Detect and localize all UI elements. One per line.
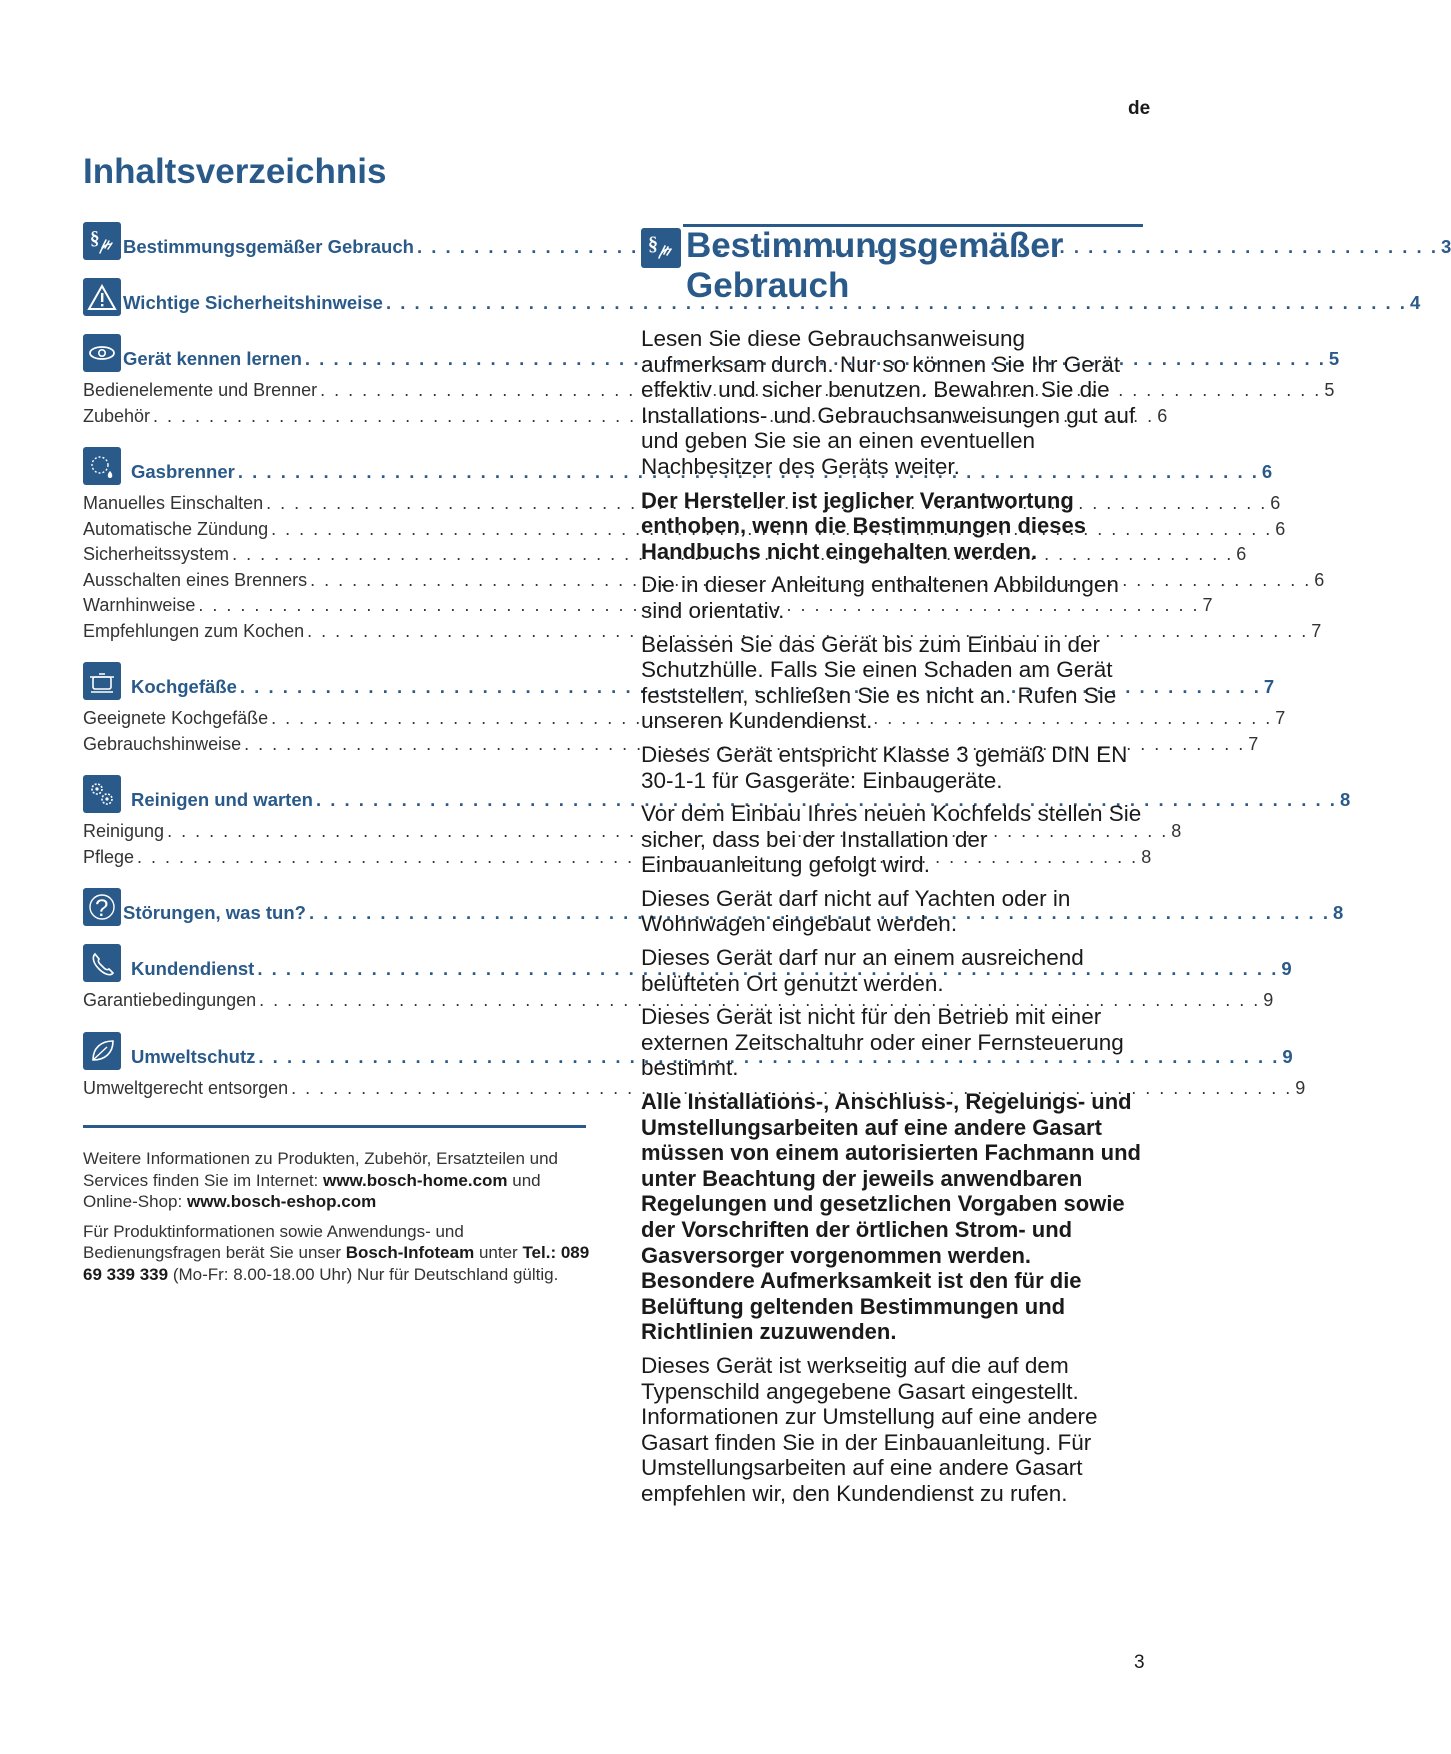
- toc-subentry[interactable]: [83, 1076, 1306, 1102]
- question-icon: [83, 888, 121, 926]
- body-paragraph: Vor dem Einbau Ihres neuen Kochfelds stellen Sie sicher, dass bei der Installation der Einbauanleitung gefolgt wird.: [641, 801, 1142, 878]
- toc-subentry-page: 6: [1314, 569, 1325, 590]
- body-paragraph: Die in dieser Anleitung enthaltenen Abbildungen sind orientativ.: [641, 572, 1119, 623]
- svg-text:§: §: [648, 233, 658, 255]
- toc-heading-text: Wichtige Sicherheitshinweise: [123, 292, 383, 313]
- toc-heading-text: Störungen, was tun?: [123, 902, 306, 923]
- toc-subentry[interactable]: [83, 732, 1259, 758]
- toc-subentry[interactable]: [83, 404, 1168, 430]
- toc-subentry-text: Reinigung: [83, 821, 165, 841]
- info-paragraph-web: [83, 1148, 593, 1213]
- toc-subentry-page: 7: [1275, 708, 1286, 728]
- toc-subentry-page: 9: [1263, 990, 1274, 1010]
- body-paragraph-bold: Alle Installations-, Anschluss-, Regelungs- und Umstellungsarbeiten auf eine andere Gasart müssen von einem autorisierten Fachmann und unter Beachtung der jeweils anwendbaren Regelungen und gesetzlichen Vorgaben sowie der Vorschriften der örtlichen Strom- und Gasversorger vorgenommen werden. Besondere Aufmerksamkeit ist den für die Belüftung geltenden Bestimmungen und Richtlinien zuzuwenden.: [641, 1089, 1141, 1345]
- info-divider: [83, 1125, 586, 1128]
- toc-subentry-page: 7: [1248, 733, 1259, 754]
- toc-subentry[interactable]: [83, 542, 1247, 568]
- toc-subentry[interactable]: [83, 378, 1335, 404]
- toc-subentry[interactable]: [83, 706, 1286, 732]
- body-paragraph-bold: Der Hersteller ist jeglicher Verantwortung enthoben, wenn die Bestimmungen dieses Handbuchs nicht eingehalten werden.: [641, 487, 1086, 564]
- info-hours-text: (Mo-Fr: 8.00-18.00 Uhr) Nur für Deutschland gültig.: [172, 1264, 559, 1284]
- toc-heading-page: 5: [1328, 348, 1340, 369]
- info-block: [83, 1148, 593, 1293]
- info-shop-text: und Online-Shop:: [83, 1170, 541, 1211]
- svg-text:§: §: [90, 228, 100, 249]
- body-paragraph: Dieses Gerät darf nicht auf Yachten oder in Wohnwagen eingebaut werden.: [641, 885, 1071, 937]
- phone-icon: [83, 944, 121, 982]
- toc-heading-page: 4: [1409, 292, 1421, 313]
- toc-subentry-page: 6: [1270, 493, 1281, 513]
- toc-subentries: [83, 988, 1274, 1014]
- toc-subentry[interactable]: [83, 568, 1325, 594]
- body-paragraph: Dieses Gerät ist nicht für den Betrieb mit einer externen Zeitschaltuhr oder einer Fernsteuerung bestimmt.: [641, 1004, 1124, 1081]
- toc-subentry-text: Gebrauchshinweise: [83, 733, 242, 754]
- cleaning-gears-icon: [83, 775, 121, 813]
- toc-heading-text: Kundendienst: [131, 958, 255, 979]
- leaf-icon: [83, 1032, 121, 1070]
- toc-subentry-text: Zubehör: [83, 405, 151, 426]
- toc-subentry-page: 6: [1275, 518, 1286, 539]
- paragraph-hand-icon: [641, 228, 681, 268]
- body-paragraph: Dieses Gerät entspricht Klasse 3 gemäß DIN EN 30-1-1 für Gasgeräte: Einbaugeräte.: [641, 741, 1128, 793]
- toc-subentry-page: 6: [1236, 544, 1247, 564]
- toc-title: Inhaltsverzeichnis: [83, 152, 387, 191]
- toc-heading-page: 9: [1282, 1045, 1293, 1067]
- svg-text:?: ?: [95, 895, 109, 922]
- toc-subentry-text: Sicherheitssystem: [83, 544, 230, 564]
- toc-subentry[interactable]: [83, 988, 1274, 1014]
- bosch-home-link[interactable]: www.bosch-home.com: [323, 1170, 508, 1190]
- info-hotline-text: Für Produktinformationen sowie Anwendungs- und Bedienungsfragen berät Sie unser: [83, 1221, 464, 1262]
- language-code: de: [1128, 98, 1151, 119]
- section-title-line1: Bestimmungsgemäßer: [686, 226, 1064, 265]
- toc-subentry[interactable]: [83, 517, 1286, 543]
- bosch-eshop-link[interactable]: www.bosch-eshop.com: [186, 1192, 377, 1211]
- toc-heading-page: 6: [1261, 461, 1273, 482]
- page-number: 3: [1134, 1652, 1145, 1673]
- toc-subentry-page: 9: [1295, 1077, 1306, 1098]
- toc-heading[interactable]: [83, 658, 1275, 700]
- body-paragraph: Belassen Sie das Gerät bis zum Einbau in der Schutzhülle. Falls Sie einen Schaden am Gerät feststellen, schließen Sie es nicht an. Rufen Sie unseren Kundendienst.: [641, 631, 1117, 734]
- toc-heading-page: 7: [1263, 676, 1275, 697]
- section-title: [686, 226, 1063, 306]
- toc-section: [83, 218, 1451, 260]
- toc-subentry[interactable]: [83, 845, 1152, 871]
- toc-heading-text: Reinigen und warten: [131, 789, 313, 810]
- toc-heading-text: Bestimmungsgemäßer Gebrauch: [123, 236, 414, 257]
- hotline-phone: Tel.: 089 69 339 339: [83, 1243, 590, 1284]
- toc-heading-page: 8: [1339, 789, 1351, 810]
- toc-heading-text: Gerät kennen lernen: [123, 348, 302, 369]
- info-web-text: Weitere Informationen zu Produkten, Zubehör, Ersatzteilen und Services finden Sie im Internet:: [83, 1149, 559, 1190]
- toc-subentry-text: Automatische Zündung: [83, 518, 269, 539]
- toc-heading[interactable]: [83, 443, 1273, 485]
- toc-heading-page: 8: [1332, 902, 1344, 923]
- toc-heading[interactable]: [83, 218, 1451, 260]
- toc-heading[interactable]: [83, 771, 1351, 813]
- toc-subentries: [83, 706, 1286, 757]
- warning-icon: [83, 278, 121, 316]
- toc-heading-page: 3: [1440, 236, 1451, 257]
- section-body: [641, 326, 1146, 1515]
- toc-subentry-text: Garantiebedingungen: [83, 990, 257, 1010]
- body-paragraph: Dieses Gerät ist werkseitig auf die auf dem Typenschild angegebene Gasart eingestellt. Informationen zur Umstellung auf eine andere Gasart finden Sie in der Einbauanleitung. Für Umstellungsarbeiten auf eine andere Gasart empfehlen wir, den Kundendienst zu rufen.: [641, 1352, 1098, 1506]
- toc-subentries: [83, 378, 1335, 429]
- toc-subentry-text: Pflege: [83, 846, 135, 867]
- toc-subentries: [83, 1076, 1306, 1102]
- toc-heading-page: 9: [1281, 958, 1292, 979]
- toc-heading[interactable]: [83, 330, 1340, 372]
- eye-icon: [83, 334, 121, 372]
- toc-heading-text: Gasbrenner: [131, 461, 235, 482]
- toc-subentry-page: 8: [1141, 846, 1152, 867]
- toc-subentry-text: Ausschalten eines Brenners: [83, 569, 308, 590]
- toc-heading-text: Umweltschutz: [131, 1045, 256, 1067]
- toc-subentry-text: Warnhinweise: [83, 595, 196, 615]
- toc-subentry-text: Geeignete Kochgefäße: [83, 708, 269, 728]
- toc-subentry[interactable]: [83, 619, 1322, 645]
- toc-subentry-page: 7: [1202, 595, 1213, 615]
- toc-subentry-text: Empfehlungen zum Kochen: [83, 620, 305, 641]
- toc-subentry[interactable]: [83, 491, 1281, 517]
- toc-heading-text: Kochgefäße: [131, 676, 237, 697]
- toc-subentry-page: 6: [1157, 405, 1168, 426]
- infoteam-label: Bosch-Infoteam: [345, 1243, 475, 1262]
- paragraph-hand-icon: [83, 222, 121, 260]
- pot-icon: [83, 662, 121, 700]
- burner-icon: [83, 447, 121, 485]
- toc-subentry-text: Umweltgerecht entsorgen: [83, 1077, 289, 1098]
- toc-subentry-page: 8: [1171, 821, 1182, 841]
- toc-subentry-page: 7: [1311, 620, 1322, 641]
- body-paragraph: Lesen Sie diese Gebrauchsanweisung aufmerksam durch. Nur so können Sie Ihr Gerät effektiv und sicher benutzen. Bewahren Sie die Installations- und Gebrauchsanweisungen gut auf und geben Sie sie an einen eventuellen Nachbesitzer des Geräts weiter.: [641, 326, 1136, 479]
- section-title-line2: Gebrauch: [686, 266, 850, 305]
- toc-subentry[interactable]: [83, 819, 1182, 845]
- toc-subentry-text: Manuelles Einschalten: [83, 493, 264, 513]
- info-paragraph-hotline: [83, 1221, 593, 1286]
- toc-subentry-text: Bedienelemente und Brenner: [83, 380, 318, 400]
- toc-subentry-page: 5: [1324, 380, 1335, 400]
- info-unter-text: unter: [478, 1243, 518, 1262]
- body-paragraph: Dieses Gerät darf nur an einem ausreichend belüfteten Ort genutzt werden.: [641, 945, 1084, 996]
